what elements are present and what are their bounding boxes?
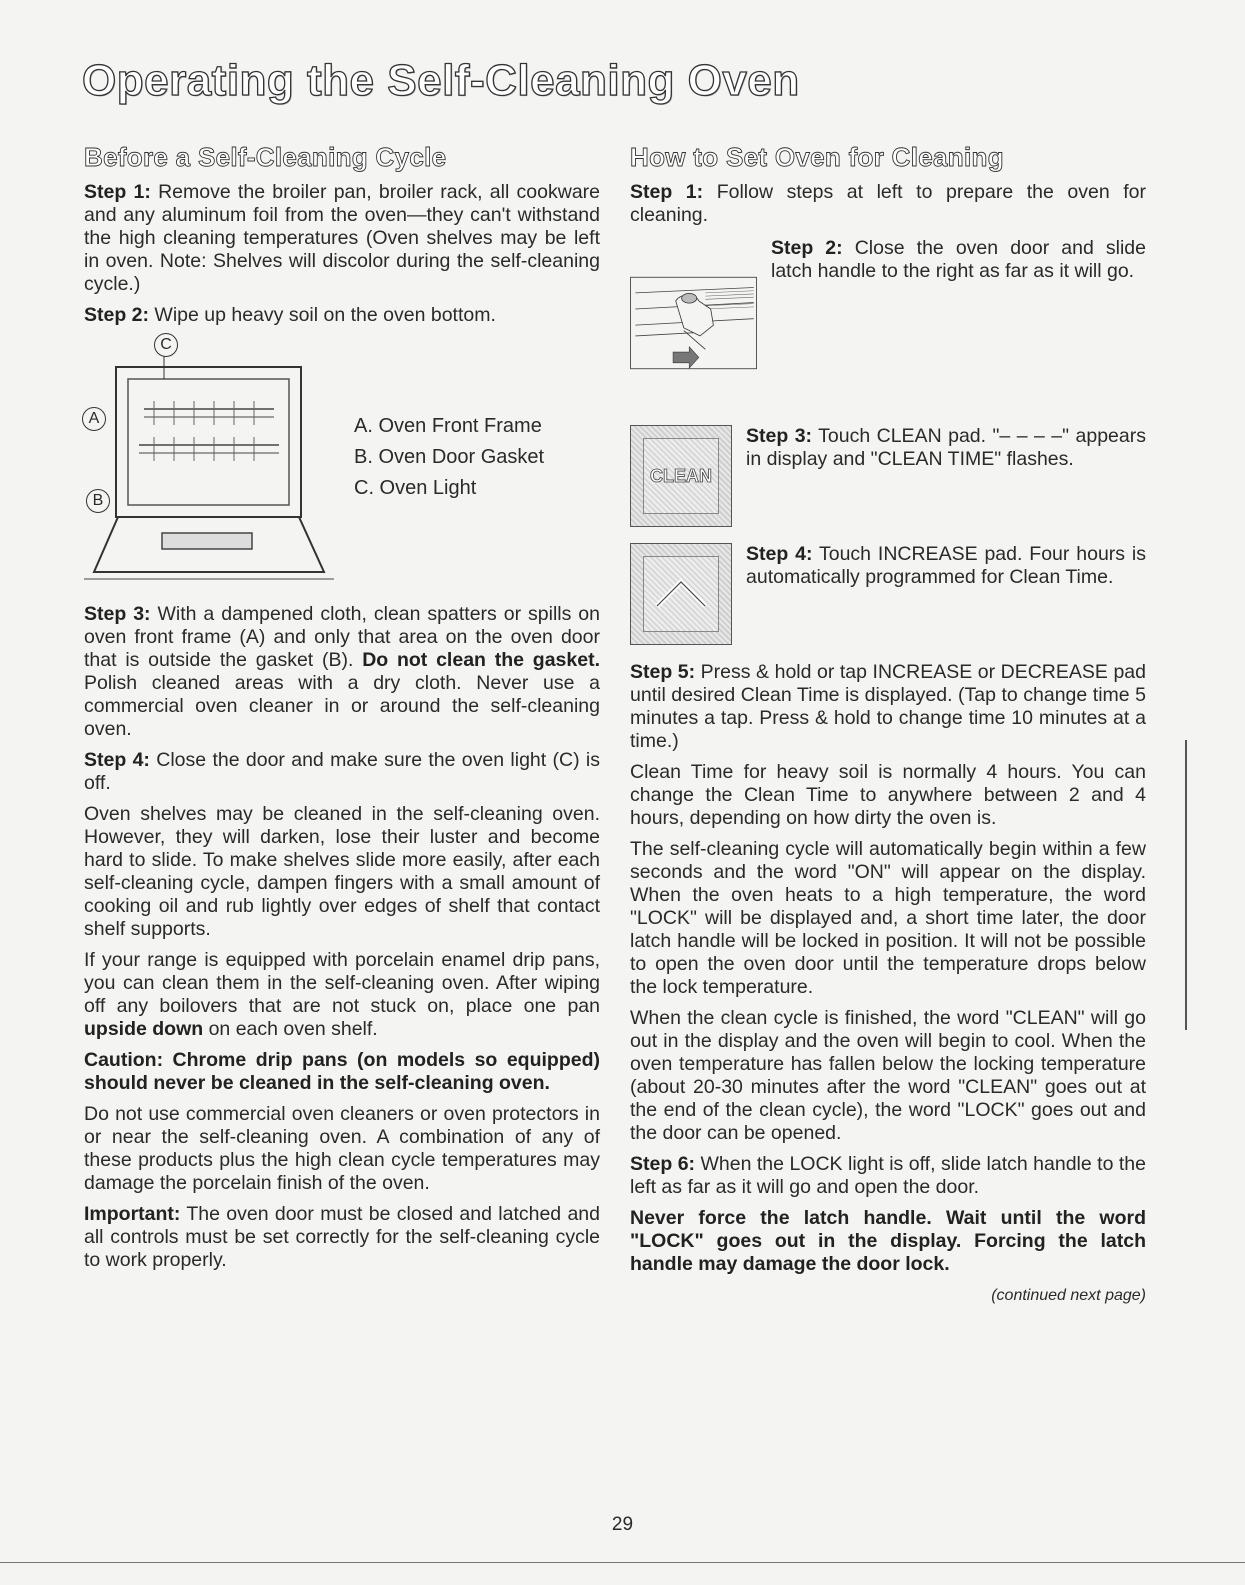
finished-paragraph: When the clean cycle is finished, the word "CLEAN" will go out in the display and the oven will begin to cool. When the oven temperature has fallen below the locking temperature (about 20-30 minutes after the word "CLEAN" goes out at the end of the clean cycle), the word "LOCK" goes out and the door can be opened. <box>630 1007 1146 1144</box>
left-step2: Step 2: Wipe up heavy soil on the oven bottom. <box>84 304 496 326</box>
right-step3: Step 3: Touch CLEAN pad. "– – – –" appears in display and "CLEAN TIME" flashes. <box>746 425 1146 470</box>
right-step4: Step 4: Touch INCREASE pad. Four hours is automatically programmed for Clean Time. <box>746 543 1146 588</box>
left-step1: Step 1: Remove the broiler pan, broiler rack, all cookware and any aluminum foil from the oven—they can't withstand the high cleaning temperatures (Oven shelves may be left in oven. Note: Shelves will discolor during the self-cleaning cycle.) <box>84 181 601 295</box>
left-column <box>84 142 601 1280</box>
warning-paragraph: Never force the latch handle. Wait until the word "LOCK" goes out in the display. Forcing the latch handle may damage the door lock. <box>630 1207 1146 1275</box>
legend-item-c: C. Oven Light <box>354 477 477 499</box>
right-column <box>630 142 1147 1307</box>
legend-item-b: B. Oven Door Gasket <box>354 446 545 468</box>
drip-pans-paragraph: If your range is equipped with porcelain enamel drip pans, you can clean them in the self-cleaning oven. After wiping off any boilovers that are not stuck on, place one pan upside down on each oven shelf. <box>84 949 600 1040</box>
protectors-paragraph: Do not use commercial oven cleaners or oven protectors in or near the self-cleaning oven. A combination of any of these products plus the high clean cycle temperatures may damage the porcelain finish of the oven. <box>84 1103 600 1194</box>
set-oven-heading: How to Set Oven for Cleaning <box>630 142 1004 172</box>
continued-note: (continued next page) <box>991 1287 1146 1304</box>
oven-diagram <box>84 337 600 587</box>
increase-pad[interactable] <box>630 543 732 645</box>
oven-illustration <box>84 337 334 587</box>
latch-handle-illustration <box>630 237 757 409</box>
diagram-legend <box>354 411 544 504</box>
increase-step <box>630 543 1146 645</box>
right-step5: Step 5: Press & hold or tap INCREASE or DECREASE pad until desired Clean Time is displayed. (Tap to change time 5 minutes a tap. Press & hold to change time 10 minutes at a time.) <box>630 661 1146 752</box>
left-step4: Step 4: Close the door and make sure the oven light (C) is off. <box>84 749 601 794</box>
page-number: 29 <box>611 1514 634 1535</box>
right-step1: Step 1: Follow steps at left to prepare the oven for cleaning. <box>630 181 1146 226</box>
before-cleaning-heading: Before a Self-Cleaning Cycle <box>84 142 447 172</box>
callout-a: A <box>82 407 106 431</box>
latch-step <box>630 237 1146 409</box>
callout-c: C <box>154 333 178 357</box>
increase-arrow-icon <box>643 556 719 632</box>
clean-pad-label: CLEAN <box>643 438 719 514</box>
important-paragraph: Important: The oven door must be closed and latched and all controls must be set correctly for the self-cleaning cycle to work properly. <box>84 1203 600 1271</box>
page-title: Operating the Self-Cleaning Oven <box>82 56 800 105</box>
callout-b: B <box>86 489 110 513</box>
left-step3: Step 3: With a dampened cloth, clean spatters or spills on oven front frame (A) and only that area on the oven door that is outside the gasket (B). Do not clean the gasket. Polish cleaned areas with a dry cloth. Never use a commercial oven cleaner in or around the self-cleaning oven. <box>84 603 600 740</box>
legend-item-a: A. Oven Front Frame <box>354 415 542 437</box>
auto-begin-paragraph: The self-cleaning cycle will automatically begin within a few seconds and the word "ON" will appear on the display. When the oven heats to a high temperature, the word "LOCK" will be displayed and, a short time later, the door latch handle will be locked in position. It will not be possible to open the oven door until the temperature drops below the lock temperature. <box>630 838 1146 998</box>
margin-mark <box>1185 740 1187 1030</box>
clean-pad[interactable] <box>630 425 732 527</box>
clean-step <box>630 425 1146 527</box>
caution-paragraph: Caution: Chrome drip pans (on models so equipped) should never be cleaned in the self-cleaning oven. <box>84 1049 600 1094</box>
bottom-border <box>0 1562 1245 1563</box>
shelves-paragraph: Oven shelves may be cleaned in the self-cleaning oven. However, they will darken, lose their luster and become hard to slide. To make shelves slide more easily, after each self-cleaning cycle, dampen fingers with a small amount of cooking oil and rub lightly over edges of shelf that contact shelf supports. <box>84 803 600 940</box>
clean-time-paragraph: Clean Time for heavy soil is normally 4 hours. You can change the Clean Time to anywhere between 2 and 4 hours, depending on how dirty the oven is. <box>630 761 1146 829</box>
right-step2: Step 2: Close the oven door and slide latch handle to the right as far as it will go. <box>770 237 1147 282</box>
right-step6: Step 6: When the LOCK light is off, slide latch handle to the left as far as it will go and open the door. <box>630 1153 1146 1198</box>
